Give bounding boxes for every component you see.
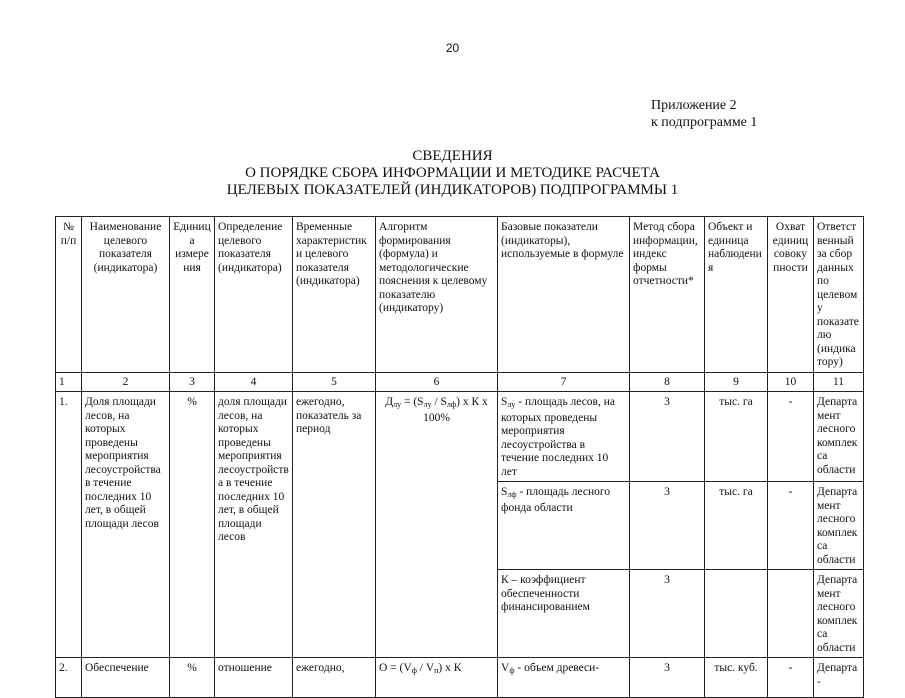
responsible-cell: Департа-: [814, 658, 864, 698]
formula-cell: [376, 658, 498, 698]
heading-line-3: ЦЕЛЕВЫХ ПОКАЗАТЕЛЕЙ (ИНДИКАТОРОВ) ПОДПРОГРАММЫ 1: [226, 182, 679, 198]
base-description: - площадь лесного фонда области: [501, 486, 611, 514]
column-number: 1: [56, 372, 82, 392]
row-number: 1.: [56, 392, 82, 658]
base-symbol: S: [501, 396, 508, 408]
heading-line-2: О ПОРЯДКЕ СБОРА ИНФОРМАЦИИ И МЕТОДИКЕ РАСЧЕТА: [245, 165, 660, 181]
appendix-reference: [651, 97, 757, 131]
definition-cell: отношение: [215, 658, 293, 698]
formula-subscript: лф: [446, 400, 457, 409]
column-number-row: [56, 372, 864, 392]
header-cell: Объект и единица наблюдения: [705, 217, 768, 373]
row-number: 2.: [56, 658, 82, 698]
unit-cell: %: [170, 392, 215, 658]
formula-part: / S: [431, 396, 447, 408]
timing-cell: ежегодно, показатель за период: [293, 392, 376, 658]
responsible-cell: Департамент лесного комплекса области: [814, 392, 864, 482]
column-number: 6: [376, 372, 498, 392]
base-description: - площадь лесов, на которых проведены мероприятия лесоустройства в течение последних 10 лет: [501, 396, 615, 478]
appendix-line-1: Приложение 2: [651, 98, 737, 113]
header-cell: Наименование целевого показателя (индикатора): [82, 217, 170, 373]
indicators-table: [55, 216, 864, 698]
heading-line-1: СВЕДЕНИЯ: [412, 148, 493, 164]
base-indicator: К – коэффициент обеспеченности финансированием: [498, 570, 630, 658]
header-cell: Охват единиц совокупности: [768, 217, 814, 373]
column-number: 4: [215, 372, 293, 392]
formula-part: = (S: [401, 396, 424, 408]
base-indicator: [498, 392, 630, 482]
column-number: 3: [170, 372, 215, 392]
header-cell: Метод сбора информации, индекс формы отчетности*: [630, 217, 705, 373]
method-cell: 3: [630, 570, 705, 658]
formula-subscript: ф: [411, 666, 417, 675]
unit-cell: %: [170, 658, 215, 698]
header-cell: Определение целевого показателя (индикатора): [215, 217, 293, 373]
table-row: [56, 392, 864, 482]
timing-cell: ежегодно,: [293, 658, 376, 698]
object-cell: тыс. га: [705, 392, 768, 482]
table-header-row: [56, 217, 864, 373]
base-indicator: [498, 658, 630, 698]
formula-subscript: п: [434, 666, 439, 675]
formula-part: / V: [416, 662, 435, 674]
column-number: 11: [814, 372, 864, 392]
header-cell: Алгоритм формирования (формула) и методологические пояснения к целевому показателю (индикатору): [376, 217, 498, 373]
coverage-cell: -: [768, 482, 814, 570]
formula-cell: [376, 392, 498, 658]
coverage-cell: [768, 570, 814, 658]
formula-part: ) х К х 100%: [423, 396, 488, 424]
column-number: 2: [82, 372, 170, 392]
base-description: - объем древеси-: [514, 662, 600, 674]
formula-subscript: лу: [393, 400, 402, 409]
column-number: 9: [705, 372, 768, 392]
appendix-line-2: к подпрограмме 1: [651, 115, 758, 130]
coverage-cell: -: [768, 392, 814, 482]
object-cell: тыс. га: [705, 482, 768, 570]
base-symbol: S: [501, 486, 508, 498]
formula-part: ) х К: [438, 662, 462, 674]
base-symbol-subscript: лу: [507, 400, 516, 409]
definition-cell: доля площади лесов, на которых проведены мероприятия лесоустройства в течение последних 10 лет, в общей площади лесов: [215, 392, 293, 658]
formula-subscript: лу: [423, 400, 432, 409]
formula-part: Д: [385, 396, 394, 408]
base-symbol-subscript: ф: [509, 666, 515, 675]
method-cell: 3: [630, 392, 705, 482]
object-cell: тыс. куб.: [705, 658, 768, 698]
coverage-cell: -: [768, 658, 814, 698]
formula-part: О = (V: [379, 662, 412, 674]
base-indicator: [498, 482, 630, 570]
base-symbol-subscript: лф: [507, 490, 517, 499]
header-cell: Базовые показатели (индикаторы), используемые в формуле: [498, 217, 630, 373]
indicator-name: Доля площади лесов, на которых проведены мероприятия лесоустройства в течение последних 10 лет, в общей площади лесов: [82, 392, 170, 658]
column-number: 8: [630, 372, 705, 392]
header-cell: № п/п: [56, 217, 82, 373]
method-cell: 3: [630, 482, 705, 570]
document-heading: [0, 148, 905, 199]
method-cell: 3: [630, 658, 705, 698]
header-cell: Временные характеристики целевого показателя (индикатора): [293, 217, 376, 373]
column-number: 10: [768, 372, 814, 392]
base-symbol: V: [501, 662, 510, 674]
indicator-name: Обеспечение: [82, 658, 170, 698]
column-number: 7: [498, 372, 630, 392]
object-cell: [705, 570, 768, 658]
responsible-cell: Департамент лесного комплекса области: [814, 570, 864, 658]
header-cell: Единица измерения: [170, 217, 215, 373]
header-cell: Ответственный за сбор данных по целевому показателю (индикатору): [814, 217, 864, 373]
column-number: 5: [293, 372, 376, 392]
responsible-cell: Департамент лесного комплекса области: [814, 482, 864, 570]
page-number: 20: [445, 41, 460, 55]
table-row: [56, 658, 864, 698]
